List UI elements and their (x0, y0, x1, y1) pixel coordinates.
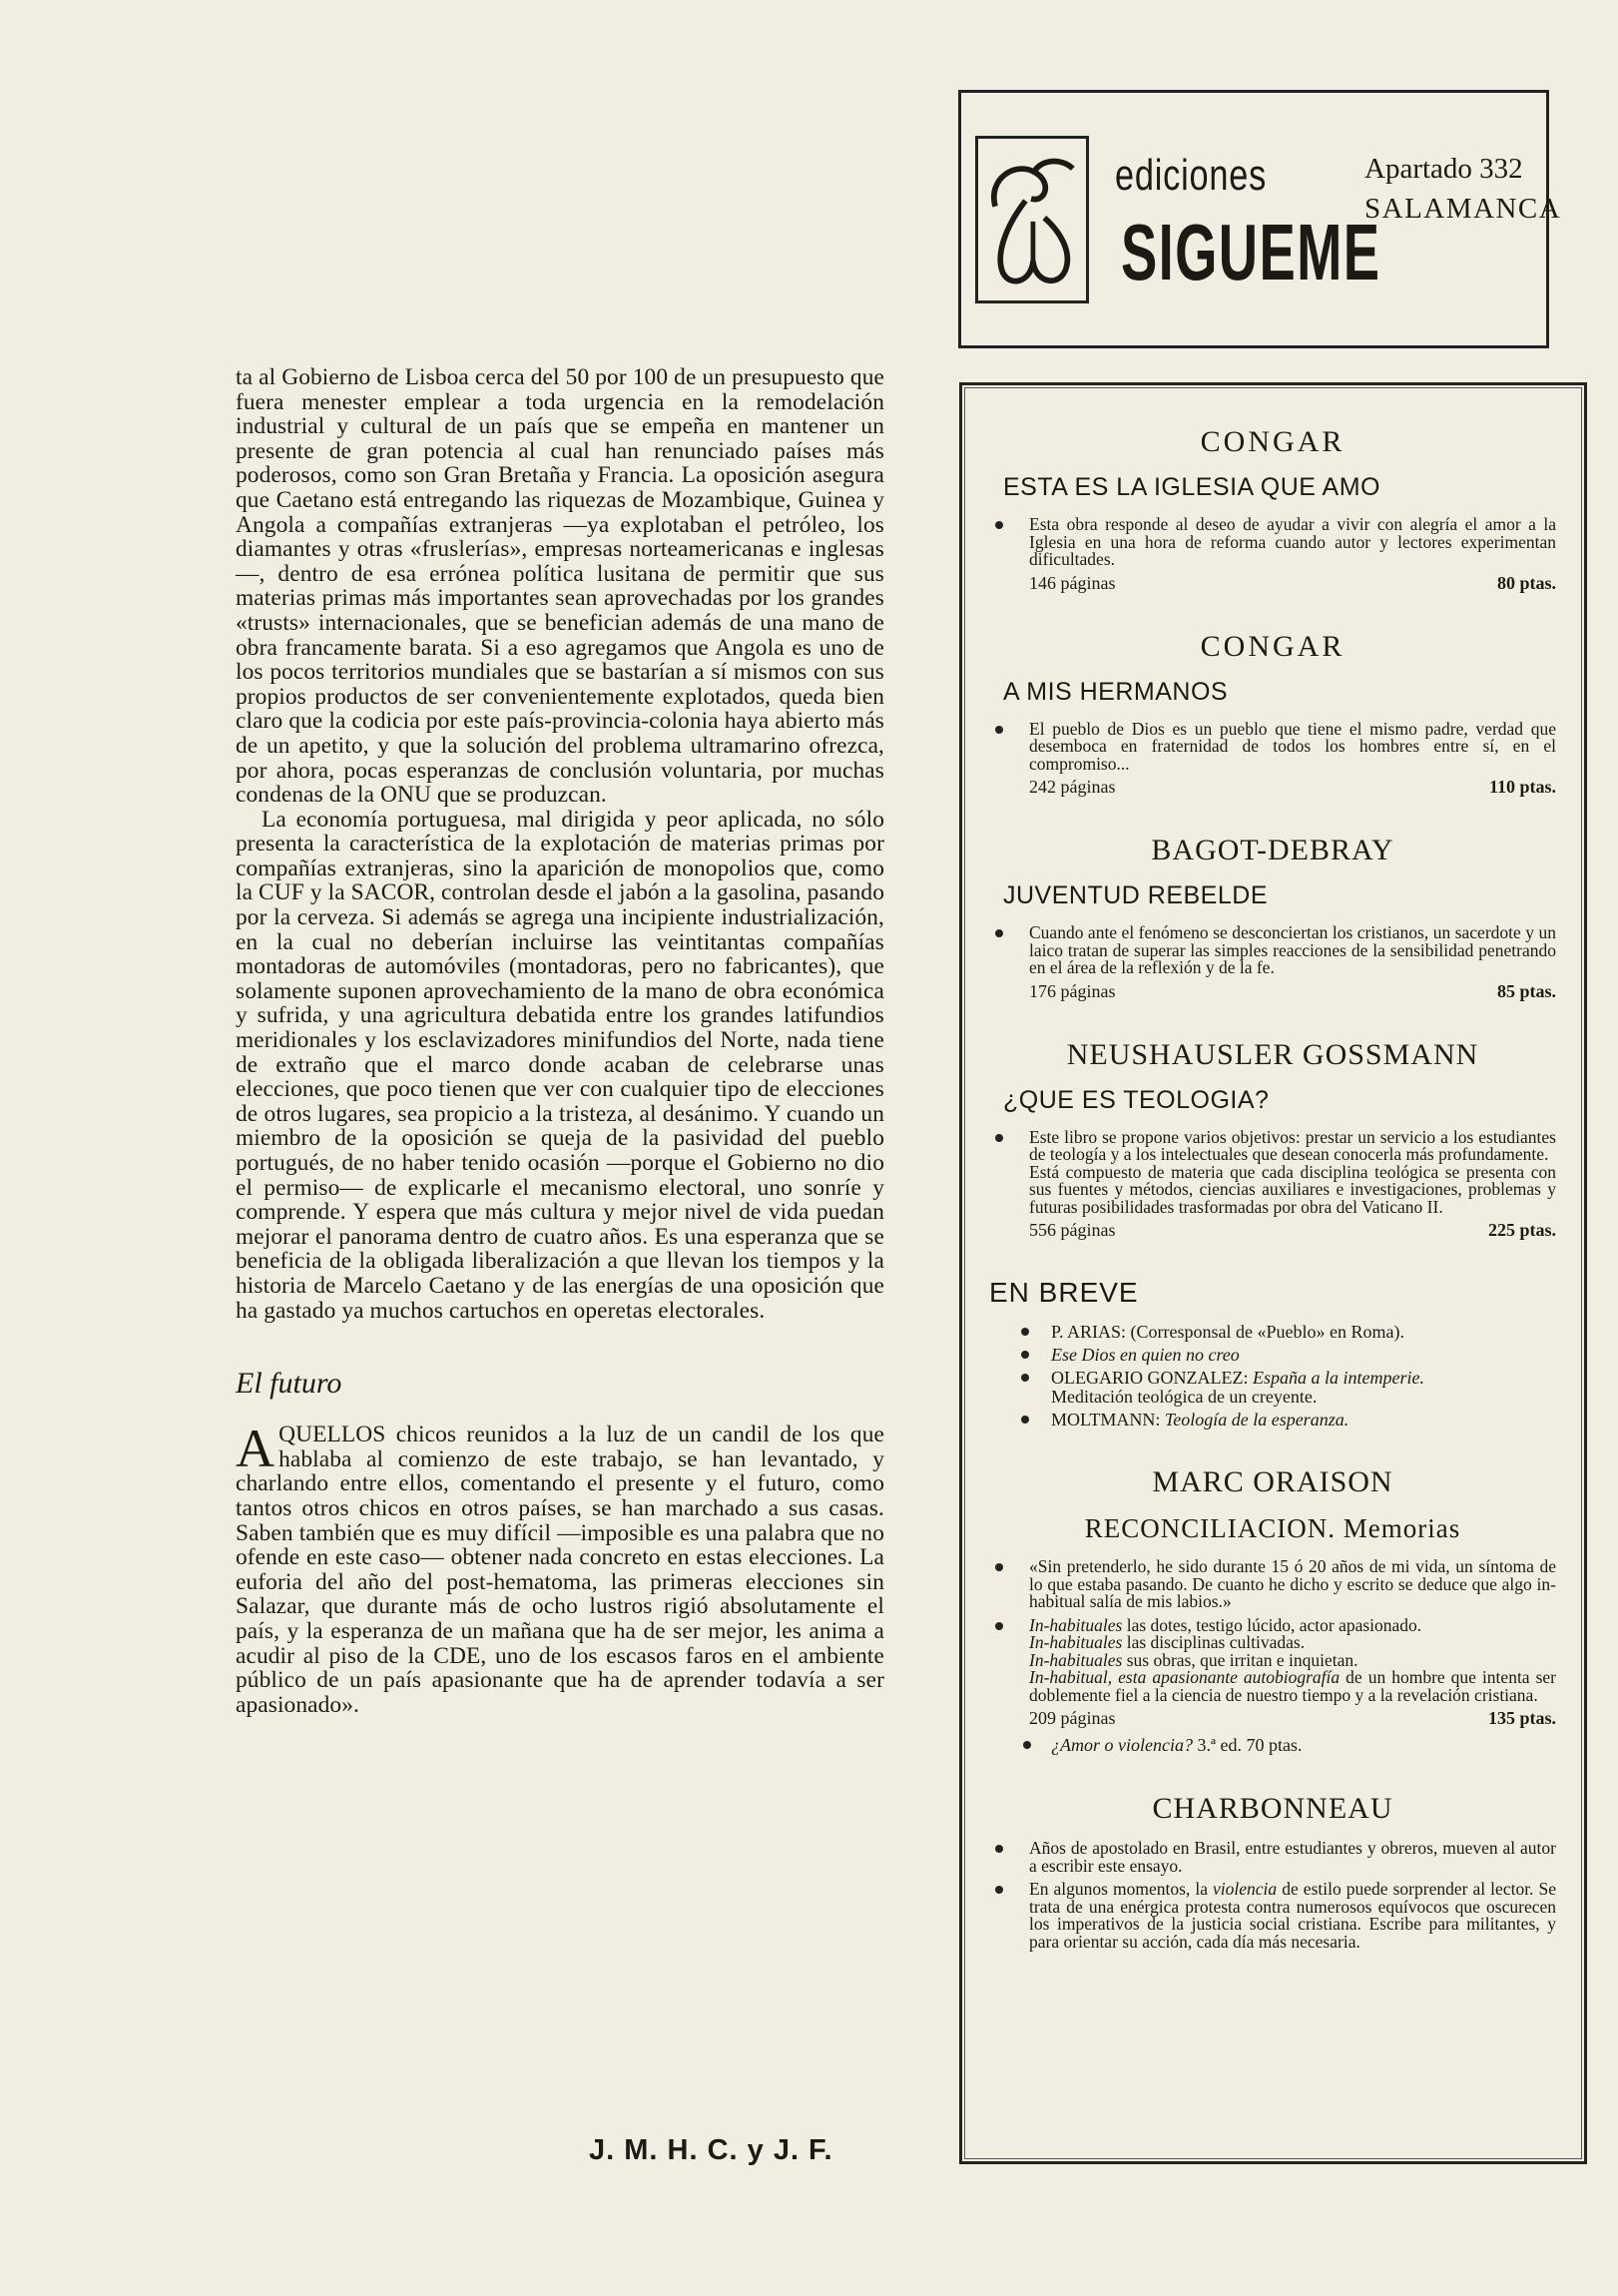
book-description: Cuando ante el fenómeno se desconciertan los cristianos, un sacerdote y un laico tratan de superar las simples reacciones de la sensibilidad penetrando en el área de la reflexión y de la fe. (1029, 922, 1556, 977)
related-book-title: ¿Amor o violencia? (1051, 1735, 1193, 1755)
desc-italic: violencia (1213, 1879, 1278, 1899)
en-breve-section (989, 1277, 1556, 1430)
book-meta (1029, 981, 1556, 1002)
desc-italic: In-habituales (1029, 1632, 1123, 1652)
book-author: CONGAR (1200, 425, 1346, 458)
book-description (1029, 1614, 1556, 1705)
article-paragraph: ta al Gobierno de Lisboa cerca del 50 por 100 de un presupuesto que fuera menester emplear a toda urgencia en la remodelación industrial y cultural de un país que se empeña en mantener un presente de gran potencia al cual han renunciado países más poderosos, como son Gran Bretaña y Francia. La oposición asegura que Caetano está entregando las riquezas de Mozambique, Guinea y Angola a compañías extranjeras —ya explotaban el petróleo, los diamantes y otras «fruslerías», empresas norteamericanas e inglesas—, dentro de esa errónea política lusitana de permitir que sus materias primas más importantes sean aprovechadas por los grandes «trusts» internacionales, que se benefician además de una mano de obra francamente barata. Si a eso agregamos que Angola es uno de los pocos territorios mundiales que se bastarían a sí mismos con sus propios productos de ser convenientemente explotados, queda bien claro que la codicia por este país-provincia-colonia haya abierto más de un apetito, y que la solución del problema ultramarino ofrezca, por ahora, pocas esperanzas de conclusión voluntaria, por muchas condenas de la ONU que se produzcan. (236, 364, 884, 809)
book-description: El pueblo de Dios es un pueblo que tiene el mismo padre, verdad que desemboca en fraternidad de todos los hombres entre sí, en el compromiso... (1029, 718, 1556, 774)
book-pages: 146 páginas (1029, 572, 1116, 593)
book-entry (989, 425, 1556, 594)
article-paragraph: La economía portuguesa, mal dirigida y peor aplicada, no sólo presenta la característica de la explotación de materias primas por compañías extranjeras, sino la aparición de monopolios que, como la CUF y la SACOR, controlan desde el jabón a la gasolina, pasando por la cerveza. Si además se agrega una incipiente industrialización, en la cual no deberían incluirse las veintitantas compañías montadoras de automóviles (montadoras, pero no fabricantes), que solamente suponen aprovechamiento de la mano de obra económica y sufrida, y una agricultura debatida entre los grandes latifundios meridionales y los esclavizadores minifundios del Norte, nada tiene de extraño que el marco donde acaban de celebrarse unas elecciones, que poco tienen que ver con cualquier tipo de elecciones de otros lugares, sea propicio a la tristeza, al desánimo. Y cuando un miembro de la oposición se queja de la pasividad del pueblo portugués, de no haber tenido ocasión —porque el Gobierno no dio el permiso— de explicarle el mecanismo electoral, uno sonríe y comprende. Y espera que más cultura y mejor nivel de vida puedan mejorar el panorama dentro de cuatro años. Es una esperanza que se beneficia de la obligada liberalización a que llevan los tiempos y la historia de Marcelo Caetano y de las energías de una oposición que ha gastado ya muchos cartuchos en operetas electorales. (236, 806, 884, 1324)
book-meta (1029, 573, 1556, 594)
book-description: Esta obra responde al deseo de ayudar a vivir con alegría el amor a la Iglesia en una hora de reforma cuando autor y lectores experimentan dificultades. (1029, 514, 1556, 569)
book-price: 110 ptas. (1488, 777, 1556, 797)
book-title: JUVENTUD REBELDE (1003, 881, 1268, 909)
breve-subtitle: Meditación teológica de un creyente. (1051, 1387, 1318, 1407)
desc-italic: In-habitual, esta apasionante autobiografía (1029, 1667, 1341, 1687)
publisher-advert (958, 90, 1562, 348)
breve-item (1051, 1323, 1556, 1342)
book-pages: 242 páginas (1029, 777, 1116, 797)
en-breve-heading: EN BREVE (989, 1277, 1139, 1308)
book-title: ESTA ES LA IGLESIA QUE AMO (1003, 473, 1380, 501)
desc-text: de estilo puede sorprender al lector. Se trata de una enérgica protesta contra numerosos equívocos que oscurecen los imperativos de la justicia social cristiana. Escribe para militantes, y para orientar su acción, cada día más necesaria. (1029, 1879, 1556, 1952)
book-price: 80 ptas. (1496, 572, 1556, 593)
book-entry (989, 630, 1556, 799)
breve-text: (Corresponsal de «Pueblo» en Roma). (1126, 1322, 1404, 1342)
desc-text: las disciplinas cultivadas. (1122, 1632, 1306, 1652)
article-signature: J. M. H. C. y J. F. (589, 2134, 833, 2166)
article-final-paragraph (236, 1419, 884, 1718)
final-paragraph-text: QUELLOS chicos reunidos a la luz de un candil de los que hablaba al comienzo de este trabajo, se han levantado, y charlando entre ellos, comentando el presente y el futuro, como tantos otros chicos en otros países, se han marchado a sus casas. Saben también que es muy difícil —imposible es una palabra que no ofende en este caso— obtener nada concreto en estas elecciones. La euforia del año del post-hematoma, las primeras elecciones sin Salazar, que durante más de ocho lustros rigió absolutamente el país, y la esperanza de un mañana que ha de ser mejor, les anima a acudir al piso de la CDE, uno de los escasos faros en el ambiente público de un país apasionante que ha de aprender todavía a ser apasionado». (236, 1422, 884, 1718)
breve-item (1051, 1346, 1556, 1365)
book-entry (989, 1038, 1556, 1242)
book-pages: 209 páginas (1029, 1708, 1116, 1728)
book-description: Este libro se propone varios objetivos: prestar un servicio a los estudiantes de teología y a los intelectuales que desean conocerla más profundamente. (1029, 1126, 1556, 1164)
desc-italic: In-habituales (1029, 1649, 1123, 1670)
desc-italic: In-habituales (1029, 1614, 1123, 1635)
book-description (1029, 1881, 1556, 1951)
breve-item (1051, 1411, 1556, 1430)
book-meta (1029, 1220, 1556, 1241)
book-description: Años de apostolado en Brasil, entre estudiantes y obreros, mueven al autor a escribir este ensayo. (1029, 1838, 1556, 1876)
sigueme-emblem-icon (978, 139, 1086, 300)
desc-text: las dotes, testigo lúcido, actor apasionado. (1122, 1614, 1422, 1635)
publisher-logo-icon (975, 136, 1089, 303)
dropcap-letter: A (236, 1419, 275, 1479)
book-price: 135 ptas. (1487, 1708, 1556, 1728)
book-price: 85 ptas. (1496, 980, 1556, 1001)
book-title: ¿QUE ES TEOLOGIA? (1003, 1085, 1270, 1114)
desc-text: sus obras, que irritan e inquietan. (1122, 1649, 1358, 1670)
breve-title: Ese Dios en quien no creo (1051, 1345, 1240, 1365)
book-author: CONGAR (1200, 629, 1346, 663)
book-entry (989, 1465, 1556, 1756)
breve-title: España a la intemperie. (1248, 1368, 1424, 1388)
book-meta (1029, 1708, 1556, 1729)
book-description-continued: Está compuesto de materia que cada disciplina teológica se presenta con sus fuentes y métodos, ciencias auxiliares e investigaciones, problemas y futuras posibilidades trasformadas por obra del Vaticano II. (1029, 1161, 1556, 1217)
book-pages: 176 páginas (1029, 980, 1116, 1001)
breve-author: MOLTMANN: (1051, 1410, 1161, 1430)
breve-item (1051, 1369, 1556, 1407)
book-catalog (959, 382, 1587, 2164)
book-pages: 556 páginas (1029, 1220, 1116, 1240)
book-author: NEUSHAUSLER GOSSMANN (1066, 1037, 1479, 1071)
book-author: CHARBONNEAU (1152, 1792, 1393, 1825)
breve-author: P. ARIAS: (1051, 1322, 1127, 1342)
catalog-inner (989, 425, 1556, 1987)
breve-author: OLEGARIO GONZALEZ: (1051, 1368, 1249, 1388)
book-author: MARC ORAISON (1152, 1465, 1393, 1498)
desc-text: de un hombre que intenta ser doblemente fiel a la ciencia de nuestro tiempo y a la revelación cristiana. (1029, 1667, 1556, 1705)
desc-text: En algunos momentos, la (1029, 1879, 1214, 1899)
breve-title: Teología de la esperanza. (1160, 1410, 1349, 1430)
book-title: RECONCILIACION. Memorias (1084, 1513, 1461, 1543)
publisher-address-line2: SALAMANCA (1364, 193, 1562, 225)
book-quote: «Sin pretenderlo, he sido durante 15 ó 20 años de mi vida, un síntoma de lo que estaba pasando. De cuanto he dicho y escrito se deduce que algo in-habitual salía de mis labios.» (1029, 1556, 1556, 1611)
brand-sigueme: SIGUEME (1121, 208, 1381, 296)
article-column (236, 365, 884, 1717)
book-price: 225 ptas. (1487, 1220, 1556, 1240)
book-meta (1029, 777, 1556, 798)
publisher-address-line1: Apartado 332 (1364, 153, 1523, 185)
related-book-info: 3.ª ed. 70 ptas. (1192, 1735, 1303, 1755)
book-title: A MIS HERMANOS (1003, 677, 1229, 706)
brand-ediciones: ediciones (1115, 151, 1268, 200)
book-entry (989, 834, 1556, 1002)
section-title: El futuro (236, 1367, 342, 1401)
book-entry (989, 1792, 1556, 1951)
related-book (1051, 1735, 1556, 1756)
book-author: BAGOT-DEBRAY (1151, 834, 1394, 866)
